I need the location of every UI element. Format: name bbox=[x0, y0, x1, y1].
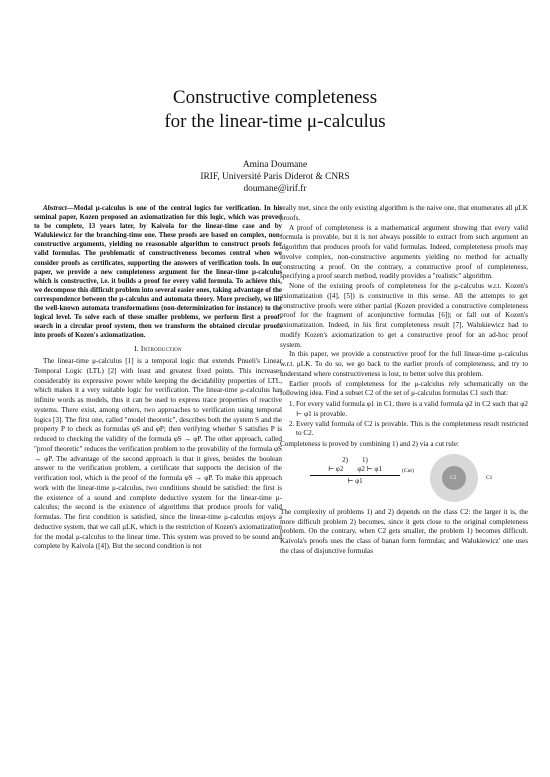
premise-right: φ2 ⊢ φ1 bbox=[357, 464, 382, 473]
author-email: doumane@irif.fr bbox=[243, 184, 307, 194]
right-paragraph-4: Earlier proofs of completeness for the μ-calculus rely schematically on the following idea. Find a subset C2 of the set of μ-calculus formulas C1 such that: bbox=[280, 379, 528, 398]
intro-paragraph: The linear-time μ-calculus [1] is a temporal logic that extends Pnueli's Linear Temporal Logic (LTL) [2] with least and greatest fixed points. This increases considerably its expressive power while keeping the decidability properties of LTL, which makes it a very suitable logic for verification. The linear-time μ-calculus has infinite words as models, thus it can be used to express trace properties of reactive systems. There exist, among others, two approaches to verification using temporal logics [3]. The first one, called "model theoretic", describes both the system S and the property P to check as formulas φS and φP; then verifying whether S satisfies P is reduced to checking the validity of the formula φS → φP. The other approach, called "proof theoretic" reduces the verification problem to the provability of the formula φS → φP. The advantage of the second approach is that it gives, besides the boolean answer to the verification problem, a certificate that supports the decision of the verification tool, which is the proof of the formula φS → φP. To make this approach work with the linear-time μ-calculus, two conditions should be satisfied: the first is the existence of a sound and complete deductive system for the linear-time μ-calculus; the second is the existence of algorithms that produce proofs for valid formulas. The first condition is satisfied, since the linear-time μ-calculus enjoys a deductive system, that we call μLK, which is the restriction of Kozen's axiomatization for the modal μ-calculus to the linear time. This system was proved to be sound and complete by Kaivola ([4]). But the second condition is not bbox=[34, 357, 282, 551]
right-paragraph-2: None of the existing proofs of completeness for the μ-calculus w.r.t. Kozen's axiomatization ([4], [5]) is constructive in this sense. All the attempts to get constructive proofs were either partial (Kozen provided a constructive completeness proof for the fragment of aconjunctive formulas [6]); or fall out of Kozen's axiomatization. Indeed, in his first completeness result [7], Walukiewicz had to modify Kozen's axiomatization to get a constructive proof for an ad-hoc proof system. bbox=[280, 282, 528, 349]
premise-label-2: 2) bbox=[342, 455, 348, 464]
right-paragraph-3: In this paper, we provide a constructive proof for the full linear-time μ-calculus w.r.t. μLK. To do so, we go back to the earlier proofs of completeness, and try to understand where constructiveness is lost, to better solve this problem. bbox=[280, 350, 528, 378]
author-name: Amina Doumane bbox=[242, 160, 308, 170]
abstract-text: —Modal μ-calculus is one of the central logics for verification. In his seminal paper, Kozen proposed an axiomatization for this logic, which was proved to be complete, 13 years later, by Kaivola for the linear-time case and by Walukiewicz for the branching-time one. These proofs are based on complex, non-constructive arguments, yielding no reasonable algorithm to construct proofs for valid formulas. The problematic of constructiveness becomes central when we consider proofs as certificates, supporting the answers of verification tools. In our paper, we provide a new completeness argument for the linear-time μ-calculus which is constructive, i.e. it builds a proof for every valid formula. To achieve this, we decompose this difficult problem into several easier ones, taking advantage of the correspondence between the μ-calculus and automata theory. More precisely, we lift the well-known automata transformations (non-determinization for instance) to the logical level. To solve each of these smaller problems, we perform first a proof-search in a circular proof system, then we transform the obtained circular proofs into proofs of Kozen's axiomatization. bbox=[34, 205, 282, 340]
class-c2-label: C2 bbox=[450, 474, 457, 481]
class-c1-label: C1 bbox=[486, 474, 493, 481]
condition-item-1: 1. For every valid formula φ1 in C1, there is a valid formula φ2 in C2 such that φ2 ⊢ φ1 is provable. bbox=[296, 400, 528, 420]
section-heading-introduction: I. Introduction bbox=[134, 344, 182, 354]
condition-list bbox=[280, 400, 528, 439]
paper-title-line2: for the linear-time μ-calculus bbox=[164, 111, 386, 132]
abstract-lead: Abstract bbox=[43, 205, 67, 212]
conclusion: ⊢ φ1 bbox=[347, 476, 363, 485]
paper-title-line1: Constructive completeness bbox=[172, 87, 378, 108]
inference-line bbox=[310, 475, 400, 476]
cut-rule-name: (Cut) bbox=[402, 467, 414, 474]
abstract bbox=[34, 204, 282, 340]
cut-rule-figure bbox=[280, 454, 528, 502]
left-column bbox=[34, 204, 282, 552]
condition-item-2: 2. Every valid formula of C2 is provable. This is the completeness result restricted to C2. bbox=[296, 420, 528, 440]
premise-label-1: 1) bbox=[362, 455, 368, 464]
premise-left: ⊢ φ2 bbox=[328, 464, 344, 473]
right-paragraph-6: The complexity of problems 1) and 2) depends on the class C2: the larger it is, the more difficult problem 2) becomes, since it gets close to the original completeness problem. On the contrary, when C2 gets smaller, the problem 1) becomes difficult. Kaivola's proofs uses the class of banan form formulas; and Walukiewicz' one uses the class of disjunctive formulas bbox=[280, 507, 528, 555]
right-paragraph-0: really met, since the only existing algorithm is the naive one, that enumerates all μLK proofs. bbox=[280, 204, 528, 222]
right-paragraph-5: Completeness is proved by combining 1) and 2) via a cut rule: bbox=[280, 440, 460, 448]
right-column bbox=[280, 204, 528, 557]
right-paragraph-1: A proof of completeness is a mathematical argument showing that every valid formula is provable, but it is not always possible to extract from such argument an algorithm that produces proofs for valid formulas. Indeed, completeness proofs may involve complex, non-constructive arguments yielding no method for actually constructing a proof. On the contrary, a constructive proof of completeness, specifying a proof search method, readily provides a "realistic" algorithm. bbox=[280, 223, 528, 281]
cut-rule-derivation bbox=[310, 455, 414, 486]
author-affiliation: IRIF, Université Paris Diderot & CNRS bbox=[200, 172, 350, 182]
